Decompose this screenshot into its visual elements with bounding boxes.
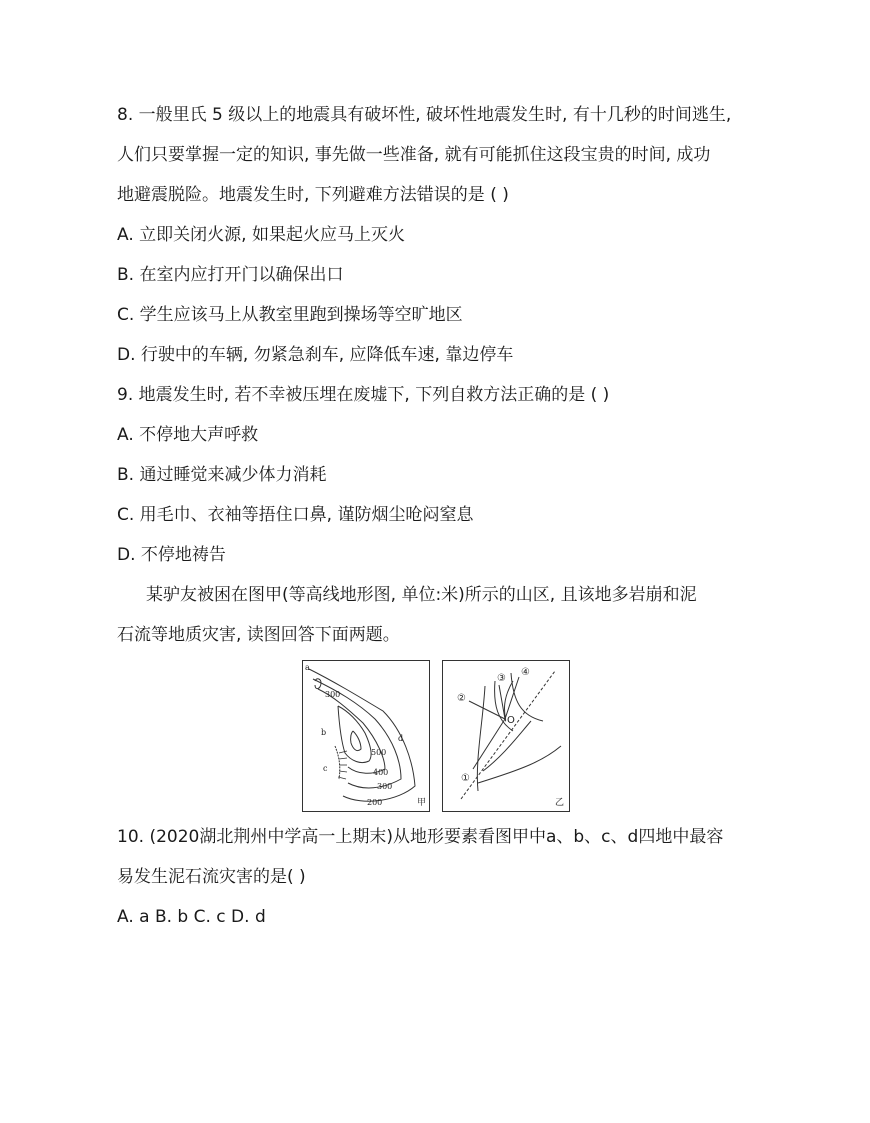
point-o-label: O [507, 715, 515, 726]
direction-3-label: ③ [497, 673, 506, 684]
contour-label-400: 400 [373, 768, 389, 777]
contour-label-500: 500 [371, 748, 387, 757]
contour-label-300: 300 [377, 782, 393, 791]
intro-line-1: 某驴友被困在图甲(等高线地形图, 单位:米)所示的山区, 且该地多岩崩和泥 [146, 585, 697, 605]
intro-line-2: 石流等地质灾害, 读图回答下面两题。 [117, 625, 400, 645]
point-b-label: b [321, 728, 327, 737]
q8-stem-line-1: 8. 一般里氏 5 级以上的地震具有破坏性, 破坏性地震发生时, 有十几秒的时间逃生, [117, 105, 732, 125]
direction-1-label: ① [461, 773, 470, 784]
point-d-label: d [398, 734, 404, 743]
q9-option-a: A. 不停地大声呼救 [117, 425, 259, 445]
figure-jia-caption: 甲 [417, 798, 427, 808]
q10-stem-line-1: 10. (2020湖北荆州中学高一上期末)从地形要素看图甲中a、b、c、d四地中最容 [117, 827, 724, 847]
q8-stem-line-2: 人们只要掌握一定的知识, 事先做一些准备, 就有可能抓住这段宝贵的时间, 成功 [117, 145, 711, 165]
q8-stem-line-3: 地避震脱险。地震发生时, 下列避难方法错误的是 ( ) [117, 185, 509, 205]
q10-stem-line-2: 易发生泥石流灾害的是( ) [117, 867, 306, 887]
point-a-label: a [305, 663, 310, 672]
contour-label-200: 200 [367, 798, 383, 807]
q8-option-d: D. 行驶中的车辆, 勿紧急刹车, 应降低车速, 靠边停车 [117, 345, 514, 365]
direction-4-label: ④ [521, 667, 530, 678]
q9-stem: 9. 地震发生时, 若不幸被压埋在废墟下, 下列自救方法正确的是 ( ) [117, 385, 610, 405]
figure-jia [302, 660, 430, 812]
q9-option-c: C. 用毛巾、衣袖等捂住口鼻, 谨防烟尘呛闷窒息 [117, 505, 474, 525]
contour-label-300-top: 300 [325, 690, 341, 699]
figure-yi [442, 660, 570, 812]
point-c-label: c [323, 764, 328, 773]
figure-yi-caption: 乙 [555, 798, 565, 808]
q8-option-c: C. 学生应该马上从教室里跑到操场等空旷地区 [117, 305, 463, 325]
q8-option-b: B. 在室内应打开门以确保出口 [117, 265, 344, 285]
q9-option-d: D. 不停地祷告 [117, 545, 226, 565]
q8-option-a: A. 立即关闭火源, 如果起火应马上灭火 [117, 225, 405, 245]
direction-2-label: ② [457, 693, 466, 704]
q9-option-b: B. 通过睡觉来减少体力消耗 [117, 465, 327, 485]
q10-options: A. a B. b C. c D. d [117, 907, 266, 927]
